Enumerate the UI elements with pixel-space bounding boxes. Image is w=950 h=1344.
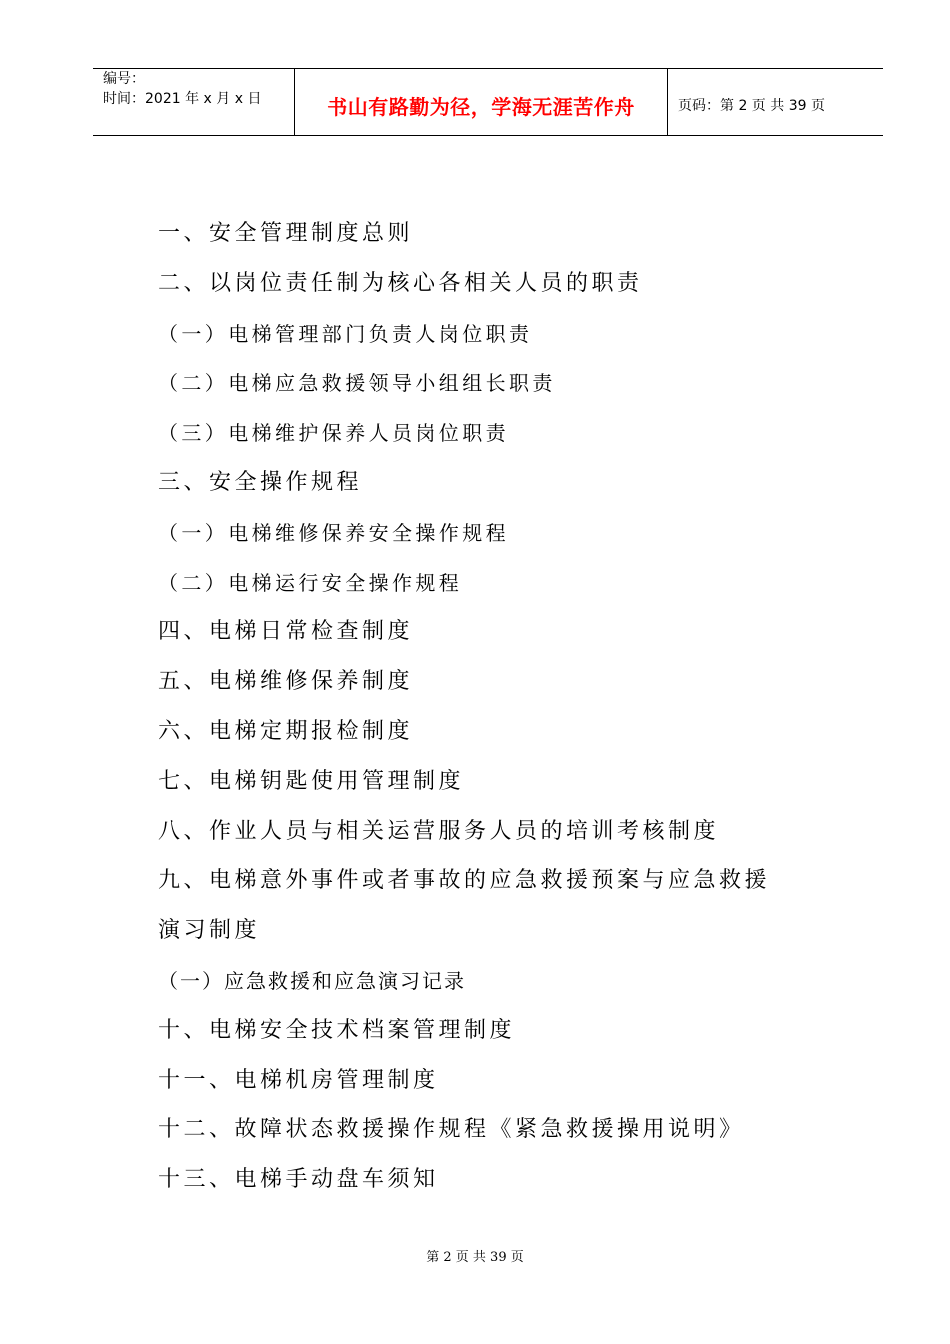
table-of-contents bbox=[158, 218, 838, 1214]
document-header bbox=[93, 68, 883, 136]
toc-item: 演习制度 bbox=[158, 918, 261, 944]
toc-item: 三、安全操作规程 bbox=[158, 469, 363, 495]
toc-item: （二）电梯运行安全操作规程 bbox=[158, 570, 463, 595]
toc-item: 五、电梯维修保养制度 bbox=[158, 669, 414, 695]
toc-item: （二）电梯应急救援领导小组组长职责 bbox=[158, 371, 556, 396]
toc-item: 六、电梯定期报检制度 bbox=[158, 718, 414, 744]
toc-item: 八、作业人员与相关运营服务人员的培训考核制度 bbox=[158, 818, 720, 844]
header-page-cell bbox=[668, 69, 883, 135]
document-time-label: 时间：2021 年 x 月 x 日 bbox=[103, 91, 262, 107]
header-motto: 书山有路勤为径，学海无涯苦作舟 bbox=[327, 95, 635, 119]
toc-item: 九、电梯意外事件或者事故的应急救援预案与应急救援 bbox=[158, 868, 771, 894]
toc-item: （三）电梯维护保养人员岗位职责 bbox=[158, 421, 509, 446]
toc-item: 一、安全管理制度总则 bbox=[158, 221, 414, 246]
toc-item: （一）电梯维修保养安全操作规程 bbox=[158, 520, 509, 545]
toc-item: 十一、电梯机房管理制度 bbox=[158, 1067, 439, 1093]
header-motto-cell bbox=[295, 69, 668, 135]
toc-item: 十二、故障状态救援操作规程《紧急救援操用说明》 bbox=[158, 1117, 745, 1143]
header-page-info: 页码：第 2 页 共 39 页 bbox=[678, 98, 825, 114]
toc-item: 七、电梯钥匙使用管理制度 bbox=[158, 768, 465, 794]
toc-item: 十、电梯安全技术档案管理制度 bbox=[158, 1017, 516, 1043]
toc-item: 二、以岗位责任制为核心各相关人员的职责 bbox=[158, 270, 643, 296]
toc-item: （一）应急救援和应急演习记录 bbox=[158, 968, 466, 993]
toc-item: 四、电梯日常检查制度 bbox=[158, 619, 414, 645]
page-footer: 第 2 页 共 39 页 bbox=[426, 1250, 524, 1265]
toc-item: （一）电梯管理部门负责人岗位职责 bbox=[158, 321, 533, 346]
document-number-label: 编号： bbox=[103, 71, 145, 87]
header-meta-cell bbox=[93, 69, 295, 135]
toc-item: 十三、电梯手动盘车须知 bbox=[158, 1167, 439, 1193]
